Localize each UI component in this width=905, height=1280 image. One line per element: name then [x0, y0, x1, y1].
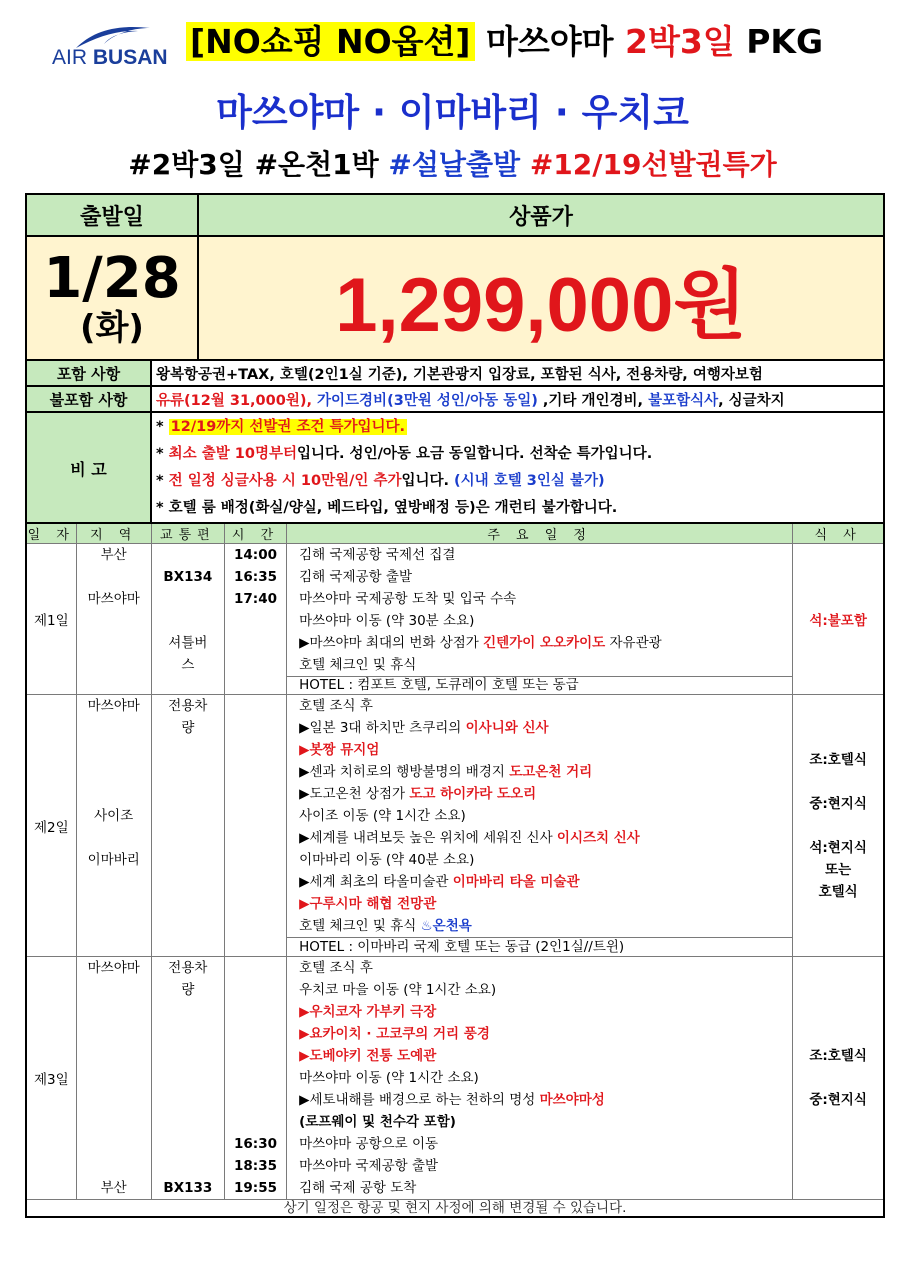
destination-title: 마쓰야마 [486, 22, 614, 61]
day2-label: 제2일 [26, 695, 76, 957]
logo-text: AIR BUSAN [52, 46, 168, 69]
day3-transport: 전용차 량 BX133 [151, 957, 224, 1200]
exclude-fuel: 유류(12월 31,000원), [156, 392, 312, 409]
day3-items: 호텔 조식 후 우치코 마을 이동 (약 1시간 소요) ▶우치코자 가부키 극장 ▶요카이치 · 고코쿠의 거리 풍경 ▶도베야키 전통 도예관 마쓰야마 이동 (약 1시간 소요) ▶세토내해를 배경으로 하는 천하의 명성 마쓰야마성 (로프웨이 및 천수각 포함) 마쓰야마 공항으로 이동 마쓰야마 국제공항 출발 김해 국제 공항 도착 [287, 957, 793, 1200]
remark-2: * 최소 출발 10명부터입니다. 성인/아동 요금 동일합니다. 선착순 특가입니다. [156, 446, 653, 462]
day3-row [26, 957, 884, 1200]
day2-hotel: HOTEL : 이마바리 국제 호텔 또는 동급 (2인1실//트윈) [287, 937, 792, 956]
day1-hotel: HOTEL : 컴포트 호텔, 도큐레이 호텔 또는 동급 [287, 676, 792, 694]
date-header: 출발일 [26, 194, 198, 236]
schedule-disclaimer: 상기 일정은 항공 및 현지 사정에 의해 변경될 수 있습니다. [26, 1200, 884, 1218]
header-transport: 교통편 [151, 523, 224, 544]
subtitle: 마쓰야마 · 이마바리 · 우치코 [216, 91, 689, 134]
title-row [186, 16, 823, 68]
remarks-label: 비 고 [26, 412, 151, 524]
day2-meals: 조:호텔식 중:현지식 석:현지식 또는 호텔식 [793, 695, 884, 957]
product-price: 1,299,000원 [198, 236, 884, 360]
hashtag: #설날출발 [388, 148, 521, 181]
day3-regions: 마쓰야마 부산 [76, 957, 151, 1200]
header-time: 시 간 [224, 523, 286, 544]
hashtag: #온천1박 [254, 148, 379, 181]
exclude-meals: 불포함식사 [648, 392, 719, 409]
remarks-cell [151, 412, 884, 524]
hashtag: #2박3일 [128, 148, 245, 181]
departure-date-cell [26, 236, 198, 360]
remark-3: * 전 일정 싱글사용 시 10만원/인 추가입니다. (시내 호텔 3인실 불가) [156, 473, 605, 489]
day2-times [224, 695, 286, 957]
itinerary-table [25, 522, 885, 1218]
header-meal: 식 사 [793, 523, 884, 544]
day1-meal: 석:불포함 [793, 544, 884, 695]
exclude-label: 불포함 사항 [26, 386, 151, 412]
hashtag: #12/19선발권특가 [529, 148, 777, 181]
no-shopping-tag: [NO쇼핑 NO옵션] [186, 22, 475, 61]
price-header: 상품가 [198, 194, 884, 236]
day2-regions: 마쓰야마 사이조 이마바리 [76, 695, 151, 957]
day2-items: 호텔 조식 후 ▶일본 3대 하치만 츠쿠리의 이사니와 신사 ▶봇짱 뮤지엄 ▶센과 치히로의 행방불명의 배경지 도고온천 거리 ▶도고온천 상점가 도고 하이카라 도오리 사이조 이동 (약 1시간 소요) ▶세계를 내려보듯 높은 위치에 세워진 신사 이시즈치 신사 이마바리 이동 (약 40분 소요) ▶세계 최초의 타올미술관 이마바리 타올 미술관 ▶구루시마 해협 전망관 호텔 체크인 및 휴식 ♨온천욕 HOTEL : 이마바리 국제 호텔 또는 동급 (2인1실//트윈) [287, 695, 793, 957]
header-day: 일 자 [26, 523, 76, 544]
departure-weekday: (화) [80, 308, 144, 348]
day1-transport: BX134 셔틀버 스 [151, 544, 224, 695]
day1-items: 김해 국제공항 국제선 집결 김해 국제공항 출발 마쓰야마 국제공항 도착 및 입국 수속 마쓰야마 이동 (약 30분 소요) ▶마쓰야마 최대의 번화 상점가 긴텐가이 오오카이도 자유관광 호텔 체크인 및 휴식 HOTEL : 컴포트 호텔, 도큐레이 호텔 또는 동급 [287, 544, 793, 695]
itinerary-header-row [26, 523, 884, 544]
day1-row [26, 544, 884, 695]
pkg-title: PKG [746, 22, 824, 61]
departure-date: 1/28 [43, 246, 181, 311]
exclude-personal: ,기타 개인경비, [537, 392, 649, 409]
day3-label: 제3일 [26, 957, 76, 1200]
day2-row [26, 695, 884, 957]
remark-4: * 호텔 룸 배정(화실/양실, 베드타입, 옆방배정 등)은 개런티 불가합니다. [156, 500, 618, 516]
header-schedule: 주 요 일 정 [287, 523, 793, 544]
info-table [25, 359, 885, 525]
onsen-icon: ♨온천욕 [420, 918, 472, 934]
day1-label: 제1일 [26, 544, 76, 695]
air-busan-logo [52, 22, 184, 72]
exclude-single: , 싱글차지 [718, 392, 785, 409]
exclude-text [151, 386, 884, 412]
exclude-guide: 가이드경비(3만원 성인/아동 동일) [311, 392, 538, 409]
price-info-table [25, 193, 885, 361]
hashtags [0, 143, 905, 183]
day1-regions: 부산 마쓰야마 [76, 544, 151, 695]
day3-meals: 조:호텔식 중:현지식 [793, 957, 884, 1200]
day3-times: 16:30 18:35 19:55 [224, 957, 286, 1200]
include-text: 왕복항공권+TAX, 호텔(2인1실 기준), 기본관광지 입장료, 포함된 식사, 전용차량, 여행자보험 [151, 360, 884, 386]
include-label: 포함 사항 [26, 360, 151, 386]
duration-title: 2박3일 [625, 22, 735, 61]
day1-times: 14:00 16:35 17:40 [224, 544, 286, 695]
remark-1: * 12/19까지 선발권 조건 특가입니다. [156, 419, 406, 435]
day2-transport: 전용차 량 [151, 695, 224, 957]
header-region: 지 역 [76, 523, 151, 544]
